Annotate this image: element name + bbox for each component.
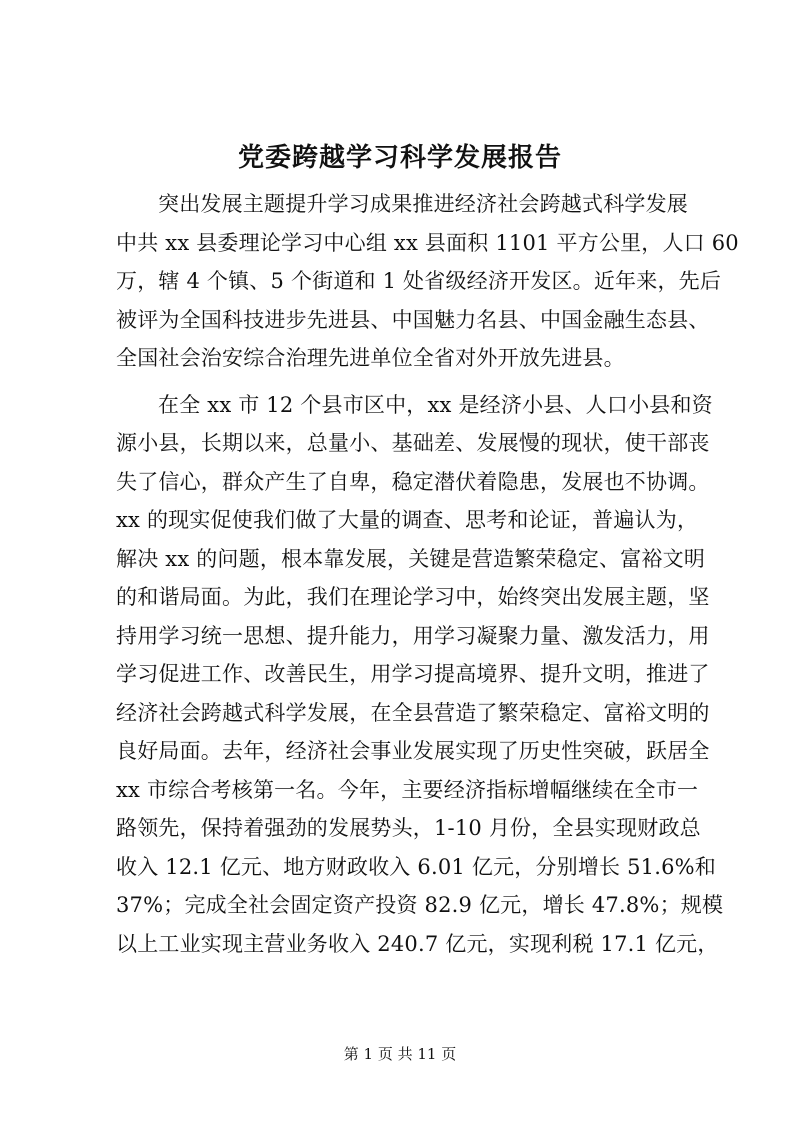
page-footer: 第 1 页 共 11 页: [343, 1045, 457, 1063]
paragraph-gap: [116, 378, 690, 386]
paragraph-line: 持用学习统一思想、提升能力，用学习凝聚力量、激发活力，用: [116, 623, 710, 648]
paragraph-line: 万，辖 4 个镇、5 个街道和 1 处省级经济开发区。近年来，先后: [116, 269, 722, 293]
document-title: 党委跨越学习科学发展报告: [237, 143, 562, 173]
paragraph-line: 学习促进工作、改善民生，用学习提高境界、提升文明，推进了: [116, 662, 710, 686]
paragraph-line: 解决 xx 的问题，根本靠发展，关键是营造繁荣稳定、富裕文明: [116, 546, 706, 571]
paragraph-line: 经济社会跨越式科学发展，在全县营造了繁荣稳定、富裕文明的: [116, 700, 710, 725]
paragraph-line: 突出发展主题提升学习成果推进经济社会跨越式科学发展: [158, 192, 688, 216]
paragraph-line: 37%；完成全社会固定资产投资 82.9 亿元，增长 47.8%；规模: [116, 893, 724, 917]
paragraph-line: 以上工业实现主营业务收入 240.7 亿元，实现利税 17.1 亿元，: [116, 931, 719, 956]
paragraph-line: 源小县，长期以来，总量小、基础差、发展慢的现状，使干部丧: [116, 431, 710, 455]
paragraph-line: 的和谐局面。为此，我们在理论学习中，始终突出发展主题，坚: [116, 585, 710, 609]
paragraph-line: xx 市综合考核第一名。今年，主要经济指标增幅继续在全市一: [116, 777, 699, 802]
paragraph-line: 收入 12.1 亿元、地方财政收入 6.01 亿元，分别增长 51.6%和: [116, 854, 717, 879]
paragraph-line: xx 的现实促使我们做了大量的调查、思考和论证，普遍认为，: [116, 508, 699, 532]
paragraph-line: 全国社会治安综合治理先进单位全省对外开放先进县。: [116, 346, 625, 370]
paragraph-line: 在全 xx 市 12 个县市区中，xx 是经济小县、人口小县和资: [158, 392, 713, 417]
paragraph-line: 路领先，保持着强劲的发展势头，1-10 月份，全县实现财政总: [116, 816, 701, 840]
paragraph-line: 良好局面。去年，经济社会事业发展实现了历史性突破，跃居全: [116, 739, 710, 763]
paragraph-line: 中共 xx 县委理论学习中心组 xx 县面积 1101 平方公里，人口 60: [116, 230, 739, 255]
document-body: [116, 185, 739, 963]
paragraph-line: 被评为全国科技进步先进县、中国魅力名县、中国金融生态县、: [116, 307, 710, 332]
paragraph-line: 失了信心，群众产生了自卑，稳定潜伏着隐患，发展也不协调。: [116, 469, 710, 494]
